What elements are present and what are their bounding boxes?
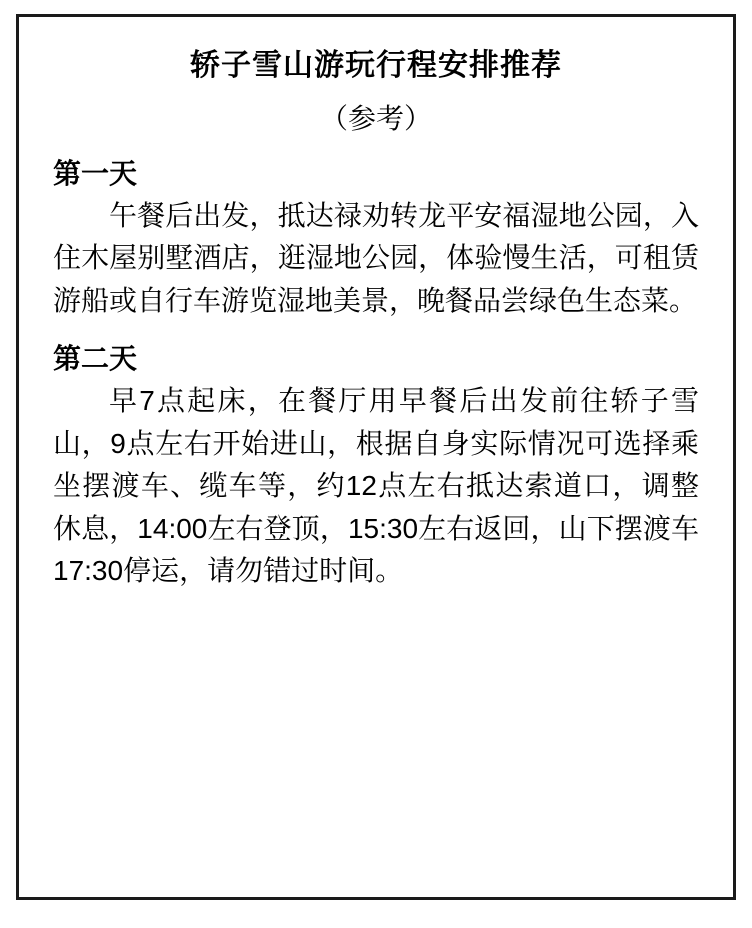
page-subtitle: （参考） [319,102,432,134]
page-title: 轿子雪山游玩行程安排推荐 [190,49,562,82]
section-paragraph-day-two: 早7点起床，在餐厅用早餐后出发前往轿子雪山，9点左右开始进山，根据自身实际情况可选择乘坐摆渡车、缆车等，约12点左右抵达索道口，调整休息，14:00左右登顶，15:30左右返回，山下摆渡车17:30停运，请勿错过时间。 [53,385,699,587]
section-paragraph-day-one: 午餐后出发，抵达禄劝转龙平安福湿地公园，入住木屋别墅酒店，逛湿地公园，体验慢生活，可租赁游船或自行车游览湿地美景，晚餐品尝绿色生态菜。 [53,199,699,316]
section-heading-day-one: 第一天 [53,157,138,189]
section-heading-day-two: 第二天 [53,343,138,375]
document-frame [16,14,736,900]
